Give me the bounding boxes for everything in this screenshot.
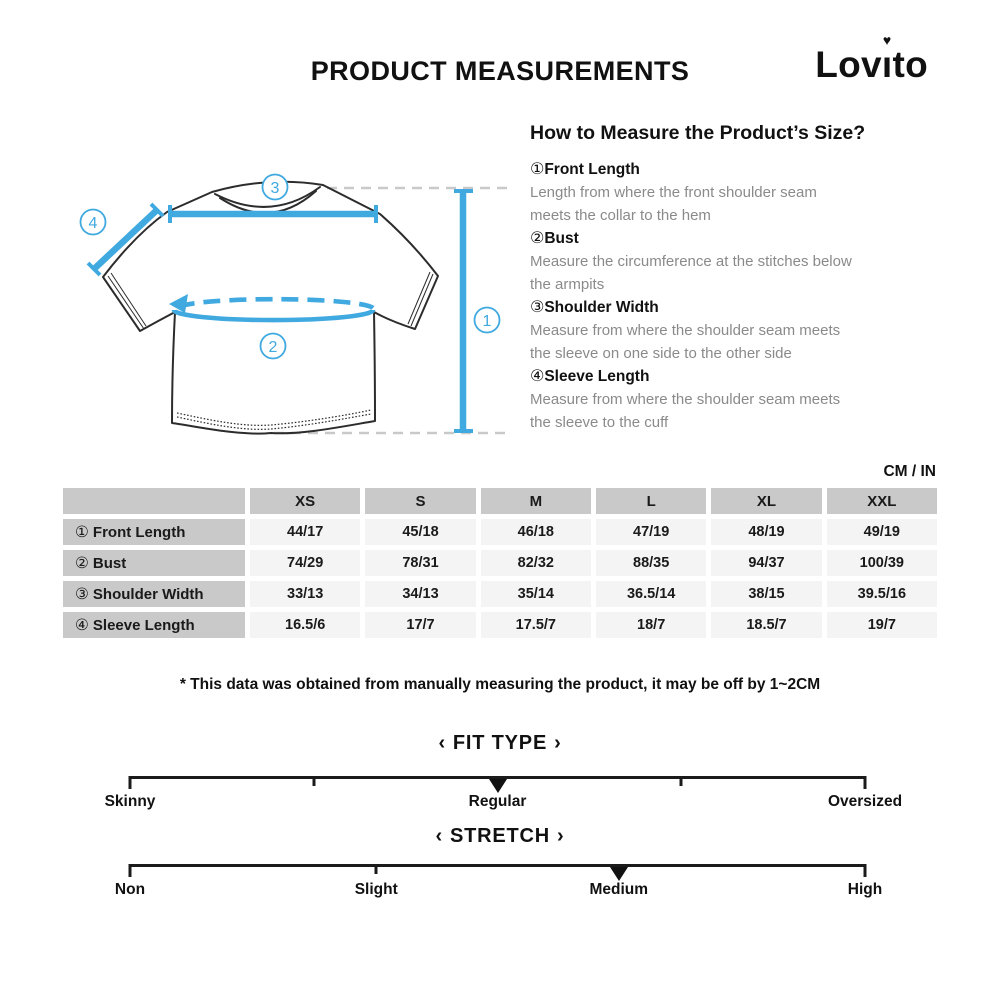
measure-value: 35/14 — [481, 581, 591, 607]
scale-tick — [375, 864, 378, 874]
right-angle-icon: › — [557, 825, 565, 847]
fit-label-oversized: Oversized — [827, 793, 903, 810]
bust-line-dashed — [178, 299, 373, 308]
measure-item-title: ③Shoulder Width — [530, 299, 659, 316]
badge-4: 4 — [88, 215, 98, 232]
badge-3: 3 — [270, 180, 280, 197]
measure-value: 33/13 — [250, 581, 360, 607]
row-label: ④ Sleeve Length — [63, 612, 245, 638]
fit-marker-icon — [489, 779, 507, 793]
scale-tick — [864, 864, 867, 877]
right-angle-icon: › — [554, 732, 562, 754]
measure-item-title: ②Bust — [530, 230, 579, 247]
badge-1: 1 — [482, 313, 492, 330]
brand-logo — [815, 32, 928, 86]
scale-tick — [680, 776, 683, 786]
size-column-header: XL — [711, 488, 821, 514]
measure-item-desc: the sleeve on one side to the other side — [530, 345, 792, 362]
stretch-scale — [114, 864, 883, 908]
measure-item-desc: Measure from where the shoulder seam meets — [530, 322, 841, 339]
size-column-header: S — [365, 488, 475, 514]
bust-line-solid — [174, 310, 373, 320]
brand-logo-right: to — [892, 44, 928, 85]
table-corner-cell — [63, 488, 245, 514]
measure-value: 88/35 — [596, 550, 706, 576]
table-header-row — [63, 488, 937, 514]
measure-value: 78/31 — [365, 550, 475, 576]
fit-type-heading: ‹ FIT TYPE › — [438, 732, 562, 754]
stretch-label-medium: Medium — [589, 881, 649, 898]
stretch-label-slight: Slight — [354, 881, 398, 898]
measure-value: 82/32 — [481, 550, 591, 576]
measure-value: 34/13 — [365, 581, 475, 607]
size-column-header: XXL — [827, 488, 937, 514]
tshirt-outline — [103, 182, 438, 434]
table-row — [63, 612, 937, 638]
row-label: ③ Shoulder Width — [63, 581, 245, 607]
measure-value: 39.5/16 — [827, 581, 937, 607]
scale-tick — [129, 864, 132, 877]
measure-item-desc: Measure from where the shoulder seam meets — [530, 391, 841, 408]
measure-value: 16.5/6 — [250, 612, 360, 638]
measure-item-desc: Length from where the front shoulder seam — [530, 184, 817, 201]
measure-value: 94/37 — [711, 550, 821, 576]
brand-logo-left: Lov — [815, 44, 882, 85]
row-label: ② Bust — [63, 550, 245, 576]
size-column-header: L — [596, 488, 706, 514]
table-row — [63, 550, 937, 576]
row-label: ① Front Length — [63, 519, 245, 545]
tshirt-measure-diagram — [60, 130, 510, 460]
size-column-header: XS — [250, 488, 360, 514]
measure-value: 36.5/14 — [596, 581, 706, 607]
measure-item-title: ①Front Length — [530, 161, 640, 178]
measure-value: 100/39 — [827, 550, 937, 576]
scale-tick — [312, 776, 315, 786]
measure-value: 17/7 — [365, 612, 475, 638]
measure-value: 18/7 — [596, 612, 706, 638]
measure-value: 49/19 — [827, 519, 937, 545]
scale-tick — [864, 776, 867, 789]
measure-item-title: ④Sleeve Length — [530, 368, 650, 385]
left-angle-icon: ‹ — [438, 732, 446, 754]
measure-annotations — [88, 191, 473, 431]
measure-value: 46/18 — [481, 519, 591, 545]
stretch-heading: ‹ STRETCH › — [435, 825, 565, 847]
stretch-label-high: High — [847, 881, 883, 898]
fit-type-scale — [104, 776, 903, 820]
measure-item-desc: Measure the circumference at the stitches below — [530, 253, 852, 270]
measure-value: 48/19 — [711, 519, 821, 545]
measure-value: 47/19 — [596, 519, 706, 545]
measure-value: 19/7 — [827, 612, 937, 638]
measurement-disclaimer: * This data was obtained from manually measuring the product, it may be off by 1~2CM — [179, 676, 821, 693]
brand-logo-i: ı ♥ — [881, 32, 893, 85]
measure-item-desc: the sleeve to the cuff — [530, 414, 669, 431]
measure-value: 45/18 — [365, 519, 475, 545]
measure-value: 18.5/7 — [711, 612, 821, 638]
left-angle-icon: ‹ — [435, 825, 443, 847]
how-to-heading: How to Measure the Product’s Size? — [530, 122, 866, 144]
stretch-marker-icon — [610, 867, 628, 881]
table-row — [63, 519, 937, 545]
badge-2: 2 — [268, 339, 278, 356]
measure-item-desc: meets the collar to the hem — [530, 207, 711, 224]
stretch-label-non: Non — [114, 881, 146, 898]
scale-tick — [129, 776, 132, 789]
table-row — [63, 581, 937, 607]
measure-item-desc: the armpits — [530, 276, 605, 293]
page-title: PRODUCT MEASUREMENTS — [310, 56, 690, 86]
heart-icon: ♥ — [882, 32, 892, 48]
measure-value: 44/17 — [250, 519, 360, 545]
fit-label-regular: Regular — [468, 793, 527, 810]
measurements-table — [58, 483, 942, 643]
size-column-header: M — [481, 488, 591, 514]
how-to-measure-section — [530, 122, 950, 434]
stretch-scale-line — [130, 864, 865, 867]
unit-label: CM / IN — [883, 463, 936, 480]
measure-value: 17.5/7 — [481, 612, 591, 638]
fit-label-skinny: Skinny — [104, 793, 156, 810]
measure-value: 38/15 — [711, 581, 821, 607]
measure-value: 74/29 — [250, 550, 360, 576]
